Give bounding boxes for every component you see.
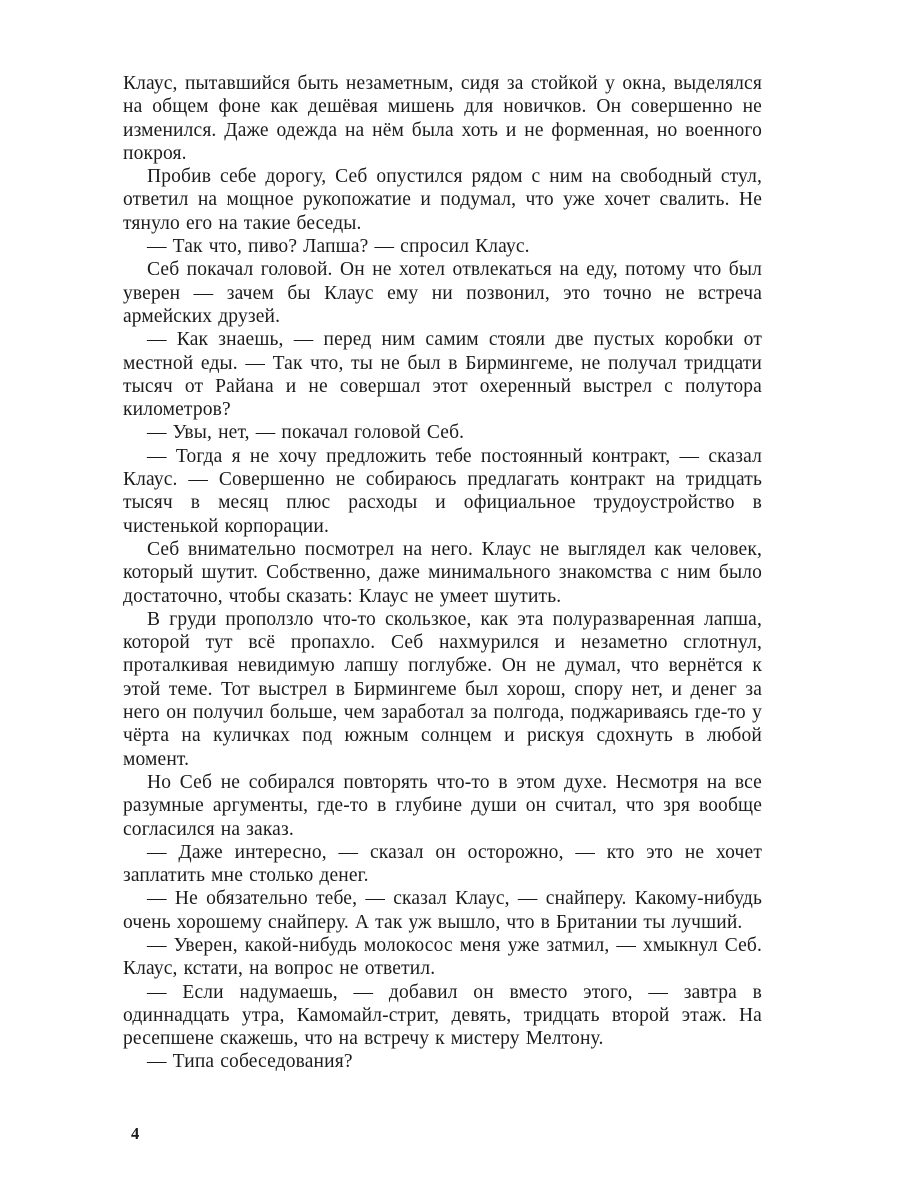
- paragraph-dialogue: — Увы, нет, — покачал головой Себ.: [147, 422, 465, 444]
- paragraph-dialogue: — Уверен, какой-нибудь молокосос меня уже затмил, — хмыкнул Себ. Клаус, кстати, на вопрос не ответил.: [123, 934, 762, 980]
- paragraph: Себ покачал головой. Он не хотел отвлекаться на еду, потому что был уверен — зачем бы Клаус ему ни позвонил, это точно не встреча армейских друзей.: [123, 259, 762, 327]
- paragraph: Клаус, пытавшийся быть незаметным, сидя за стойкой у окна, выделялся на общем фоне как дешёвая мишень для новичков. Он совершенно не изменился. Даже одежда на нём была хоть и не форменная, но военного покроя.: [123, 73, 762, 164]
- paragraph-dialogue: — Так что, пиво? Лапша? — спросил Клаус.: [147, 236, 530, 258]
- paragraph-dialogue: — Если надумаешь, — добавил он вместо этого, — завтра в одиннадцать утра, Камомайл-стрит, девять, тридцать второй этаж. На ресепшене скажешь, что на встречу к мистеру Мелтону.: [123, 981, 762, 1050]
- paragraph: В груди проползло что-то скользкое, как эта полуразваренная лапша, которой тут всё пропахло. Себ нахмурился и незаметно сглотнул, проталкивая невидимую лапшу поглубже. Он не думал, что вернётся к этой теме. Тот выстрел в Бирмингеме был хорош, спору нет, и денег за него он получил больше, чем заработал за полгода, поджариваясь где-то у чёрта на куличках под южным солнцем и рискуя сдохнуть в любой момент.: [123, 608, 762, 770]
- page-number: 4: [131, 1124, 140, 1143]
- paragraph: Себ внимательно посмотрел на него. Клаус не выглядел как человек, который шутит. Собственно, даже минимального знакомства с ним было достаточно, чтобы сказать: Клаус не умеет шутить.: [123, 538, 762, 607]
- paragraph: Пробив себе дорогу, Себ опустился рядом с ним на свободный стул, ответил на мощное рукопожатие и подумал, что уже хочет свалить. Не тянуло его на такие беседы.: [123, 166, 762, 234]
- paragraph: Но Себ не собирался повторять что-то в этом духе. Несмотря на все разумные аргументы, где-то в глубине души он считал, что зря вообще согласился на заказ.: [123, 771, 762, 840]
- page-text: [123, 72, 762, 1074]
- paragraph-dialogue: — Даже интересно, — сказал он осторожно, — кто это не хочет заплатить мне столько денег.: [123, 841, 762, 887]
- page-footer: [131, 1124, 139, 1144]
- paragraph-dialogue: — Тогда я не хочу предложить тебе постоянный контракт, — сказал Клаус. — Совершенно не собираюсь предлагать контракт на тридцать тысяч в месяц плюс расходы и официальное трудоустройство в чистенькой корпорации.: [123, 445, 762, 537]
- paragraph-dialogue: — Не обязательно тебе, — сказал Клаус, — снайперу. Какому-нибудь очень хорошему снайперу. А так уж вышло, что в Британии ты лучший.: [123, 888, 762, 933]
- paragraph-dialogue: — Типа собеседования?: [147, 1051, 353, 1073]
- paragraph-dialogue: — Как знаешь, — перед ним самим стояли две пустых коробки от местной еды. — Так что, ты не был в Бирмингеме, не получал тридцати тысяч от Райана и не совершал этот охеренный выстрел с полутора километров?: [123, 329, 762, 421]
